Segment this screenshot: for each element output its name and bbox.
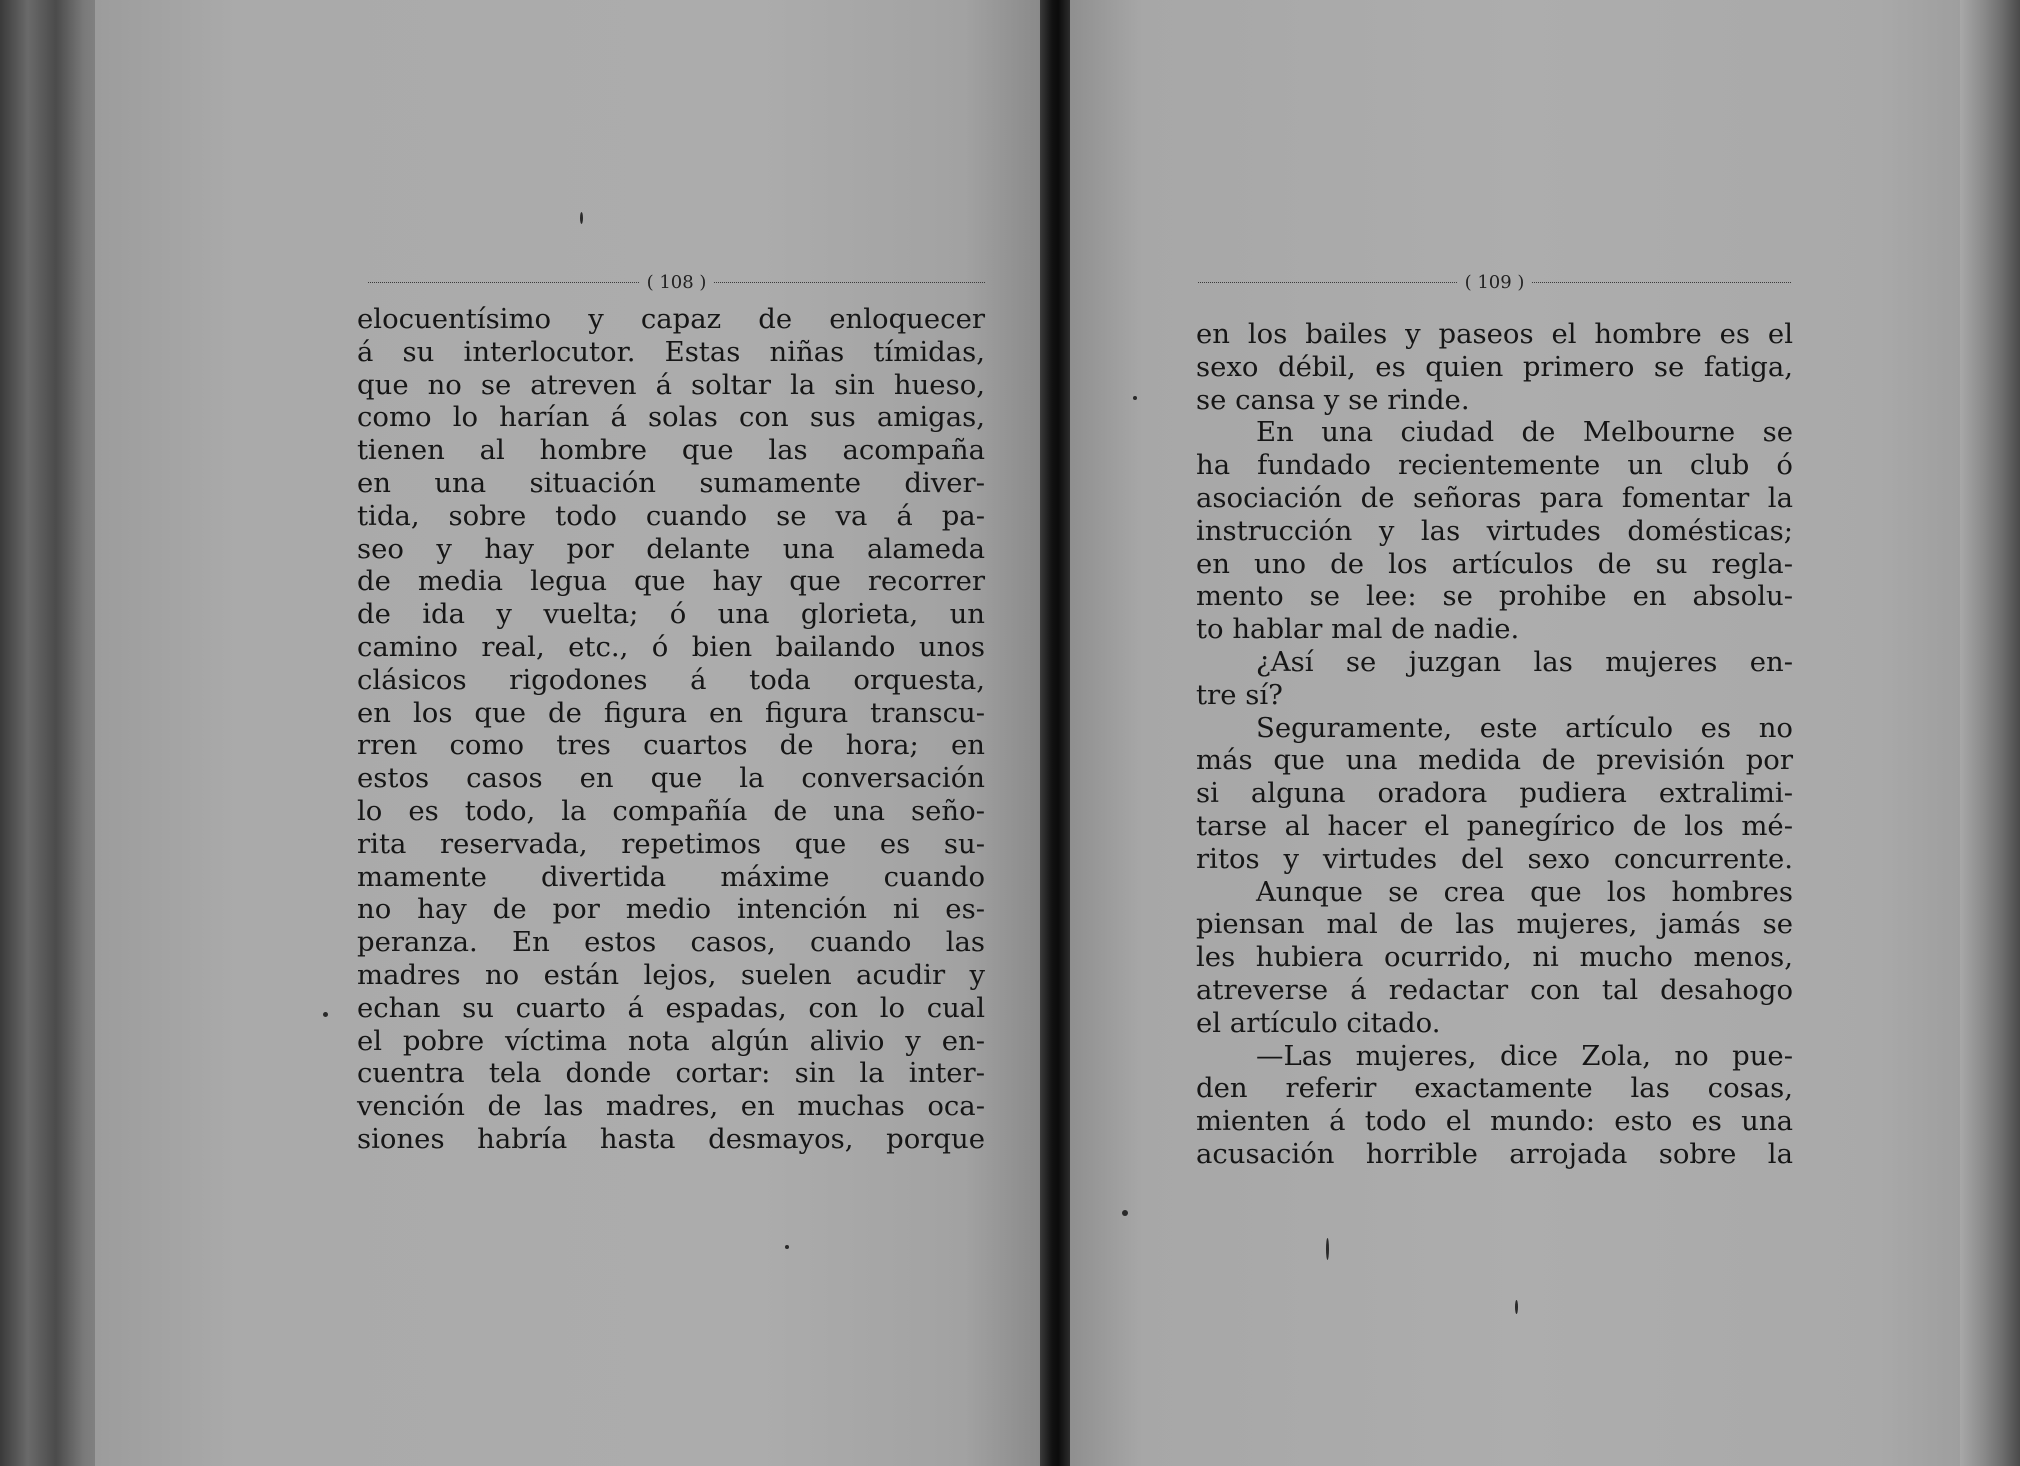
text-line: elocuentísimo y capaz de enloquecer xyxy=(357,303,985,335)
text-line: sexo débil, es quien primero se fatiga, xyxy=(1196,350,1793,383)
text-line: de media legua que hay que recorrer xyxy=(357,565,985,598)
print-speck xyxy=(1326,1238,1329,1260)
text-line: mienten á todo el mundo: esto es una xyxy=(1196,1105,1793,1138)
right-page-edges xyxy=(1960,0,2020,1466)
text-line: en los que de figura en figura transcu- xyxy=(357,696,985,729)
text-line: en los bailes y paseos el hombre es el xyxy=(1196,318,1793,350)
text-line: den referir exactamente las cosas, xyxy=(1196,1072,1793,1105)
text-line: rita reservada, repetimos que es su- xyxy=(357,827,985,860)
text-line: mamente divertida máxime cuando xyxy=(357,860,985,893)
text-line: de ida y vuelta; ó una glorieta, un xyxy=(357,598,985,631)
text-line: ¿Así se juzgan las mujeres en- xyxy=(1256,645,1793,678)
print-speck xyxy=(785,1245,789,1249)
print-speck xyxy=(1515,1300,1518,1314)
text-line: se cansa y se rinde. xyxy=(1196,383,1470,416)
left-page xyxy=(95,0,1040,1466)
text-line: como lo harían á solas con sus amigas, xyxy=(357,401,985,434)
text-line: asociación de señoras para fomentar la xyxy=(1196,481,1793,514)
text-line: siones habría hasta desmayos, porque xyxy=(357,1122,985,1155)
text-line: si alguna oradora pudiera extralimi- xyxy=(1196,777,1793,810)
text-line: Seguramente, este artículo es no xyxy=(1256,711,1793,744)
text-line: estos casos en que la conversación xyxy=(357,762,985,795)
text-line: el artículo citado. xyxy=(1196,1006,1441,1039)
text-line: tarse al hacer el panegírico de los mé- xyxy=(1196,809,1793,842)
text-line: echan su cuarto á espadas, con lo cual xyxy=(357,991,985,1024)
text-line: to hablar mal de nadie. xyxy=(1196,613,1520,646)
text-line: lo es todo, la compañía de una seño- xyxy=(357,794,985,827)
right-page xyxy=(1070,0,1970,1466)
text-line: mento se lee: se prohibe en absolu- xyxy=(1196,580,1793,613)
text-line: tida, sobre todo cuando se va á pa- xyxy=(357,499,985,532)
text-line: más que una medida de previsión por xyxy=(1196,744,1793,777)
text-line: les hubiera ocurrido, ni mucho menos, xyxy=(1196,941,1793,974)
book-gutter xyxy=(1040,0,1070,1466)
text-line: En una ciudad de Melbourne se xyxy=(1256,416,1793,449)
print-speck xyxy=(580,212,583,224)
header-rule-right xyxy=(714,282,985,283)
right-page-header xyxy=(1198,272,1791,292)
text-line: el pobre víctima nota algún alivio y en- xyxy=(357,1024,985,1057)
text-line: tienen al hombre que las acompaña xyxy=(357,434,985,467)
text-line: acusación horrible arrojada sobre la xyxy=(1196,1137,1793,1170)
text-line: peranza. En estos casos, cuando las xyxy=(357,926,985,959)
text-line: —Las mujeres, dice Zola, no pue- xyxy=(1256,1039,1793,1072)
text-line: rren como tres cuartos de hora; en xyxy=(357,729,985,762)
left-page-header xyxy=(368,272,985,292)
text-line: atreverse á redactar con tal desahogo xyxy=(1196,973,1793,1006)
left-page-text xyxy=(357,303,985,1156)
text-line: que no se atreven á soltar la sin hueso, xyxy=(357,368,985,401)
print-speck xyxy=(1122,1210,1128,1216)
text-line: camino real, etc., ó bien bailando unos xyxy=(357,630,985,663)
text-line: seo y hay por delante una alameda xyxy=(357,532,985,565)
text-line: madres no están lejos, suelen acudir y xyxy=(357,958,985,991)
text-line: en una situación sumamente diver- xyxy=(357,466,985,499)
header-rule-left xyxy=(368,282,639,283)
left-page-number: ( 108 ) xyxy=(646,271,707,293)
text-line: clásicos rigodones á toda orquesta, xyxy=(357,663,985,696)
text-line: á su interlocutor. Estas niñas tímidas, xyxy=(357,335,985,368)
print-speck xyxy=(1133,396,1137,400)
text-line: piensan mal de las mujeres, jamás se xyxy=(1196,908,1793,941)
header-rule-left xyxy=(1198,282,1457,283)
text-line: no hay de por medio intención ni es- xyxy=(357,893,985,926)
text-line: tre sí? xyxy=(1196,678,1283,711)
print-speck xyxy=(323,1012,328,1017)
text-line: ritos y virtudes del sexo concurrente. xyxy=(1196,842,1793,875)
text-line: Aunque se crea que los hombres xyxy=(1256,875,1793,908)
right-page-text xyxy=(1196,318,1793,1171)
text-line: instrucción y las virtudes domésticas; xyxy=(1196,514,1793,547)
text-line: cuentra tela donde cortar: sin la inter- xyxy=(357,1057,985,1090)
header-rule-right xyxy=(1532,282,1791,283)
right-page-number: ( 109 ) xyxy=(1464,271,1525,293)
text-line: ha fundado recientemente un club ó xyxy=(1196,449,1793,482)
text-line: vención de las madres, en muchas oca- xyxy=(357,1090,985,1123)
text-line: en uno de los artículos de su regla- xyxy=(1196,547,1793,580)
